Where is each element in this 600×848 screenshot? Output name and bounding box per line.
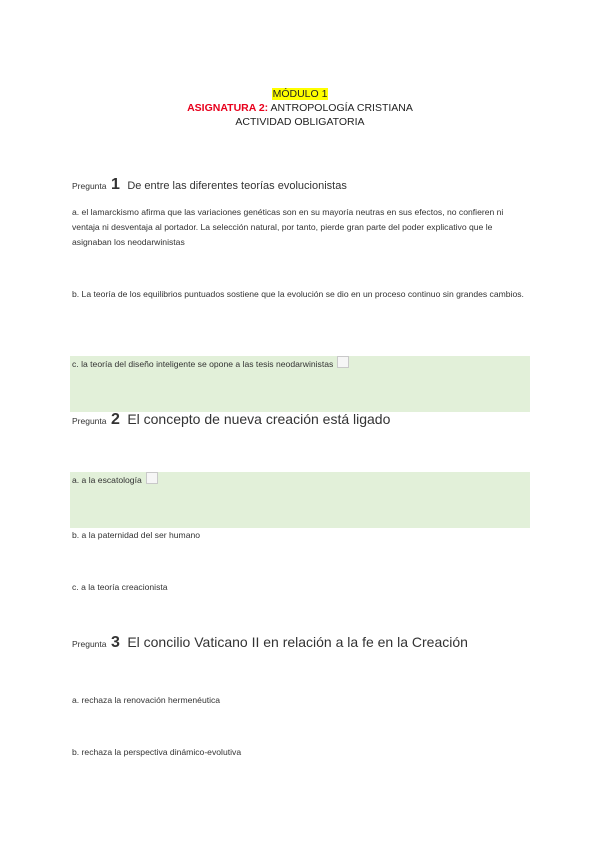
option-label: c. la teoría del diseño inteligente se opone a las tesis neodarwinistas — [72, 359, 334, 369]
question-1-heading — [72, 176, 347, 194]
question-2-option-c[interactable]: c. a la teoría creacionista — [72, 582, 168, 592]
question-2-option-b[interactable]: b. a la paternidad del ser humano — [72, 530, 201, 540]
document-header — [0, 87, 600, 129]
subject-name: ANTROPOLOGÍA CRISTIANA — [270, 102, 413, 114]
question-3-heading — [72, 634, 468, 652]
question-number: 1 — [110, 176, 120, 193]
question-text: De entre las diferentes teorías evolucionistas — [127, 180, 347, 192]
question-number: 3 — [110, 634, 120, 651]
answer-checkbox[interactable] — [146, 472, 158, 484]
question-2-option-a[interactable] — [70, 472, 530, 528]
question-text: El concilio Vaticano II en relación a la fe en la Creación — [127, 634, 468, 650]
question-3-option-a[interactable]: a. rechaza la renovación hermenéutica — [72, 695, 221, 705]
question-1-option-a[interactable]: a. el lamarckismo afirma que las variaciones genéticas son en su mayoría neutras en sus efectos, no confieren ni ventaja ni desventaja al portador. La selección natural, por tanto, pierde gran parte del poder explicativo que le asignaban los neodarwinistas — [72, 207, 504, 247]
activity-title: ACTIVIDAD OBLIGATORIA — [235, 116, 365, 128]
answer-checkbox[interactable] — [337, 356, 349, 368]
question-1-option-c[interactable] — [70, 356, 530, 412]
option-label: a. a la escatología — [72, 475, 142, 485]
question-word: Pregunta — [72, 639, 107, 649]
question-word: Pregunta — [72, 181, 107, 191]
subject-label: ASIGNATURA 2: — [187, 102, 269, 114]
question-1-option-b[interactable]: b. La teoría de los equilibrios puntuados sostiene que la evolución se dio en un proceso continuo sin grandes cambios. — [72, 289, 524, 299]
module-title: MÓDULO 1 — [272, 88, 328, 100]
question-number: 2 — [110, 411, 120, 428]
question-2-heading — [72, 411, 390, 429]
question-word: Pregunta — [72, 416, 107, 426]
question-text: El concepto de nueva creación está ligado — [127, 411, 391, 427]
question-3-option-b[interactable]: b. rechaza la perspectiva dinámico-evolutiva — [72, 747, 242, 757]
